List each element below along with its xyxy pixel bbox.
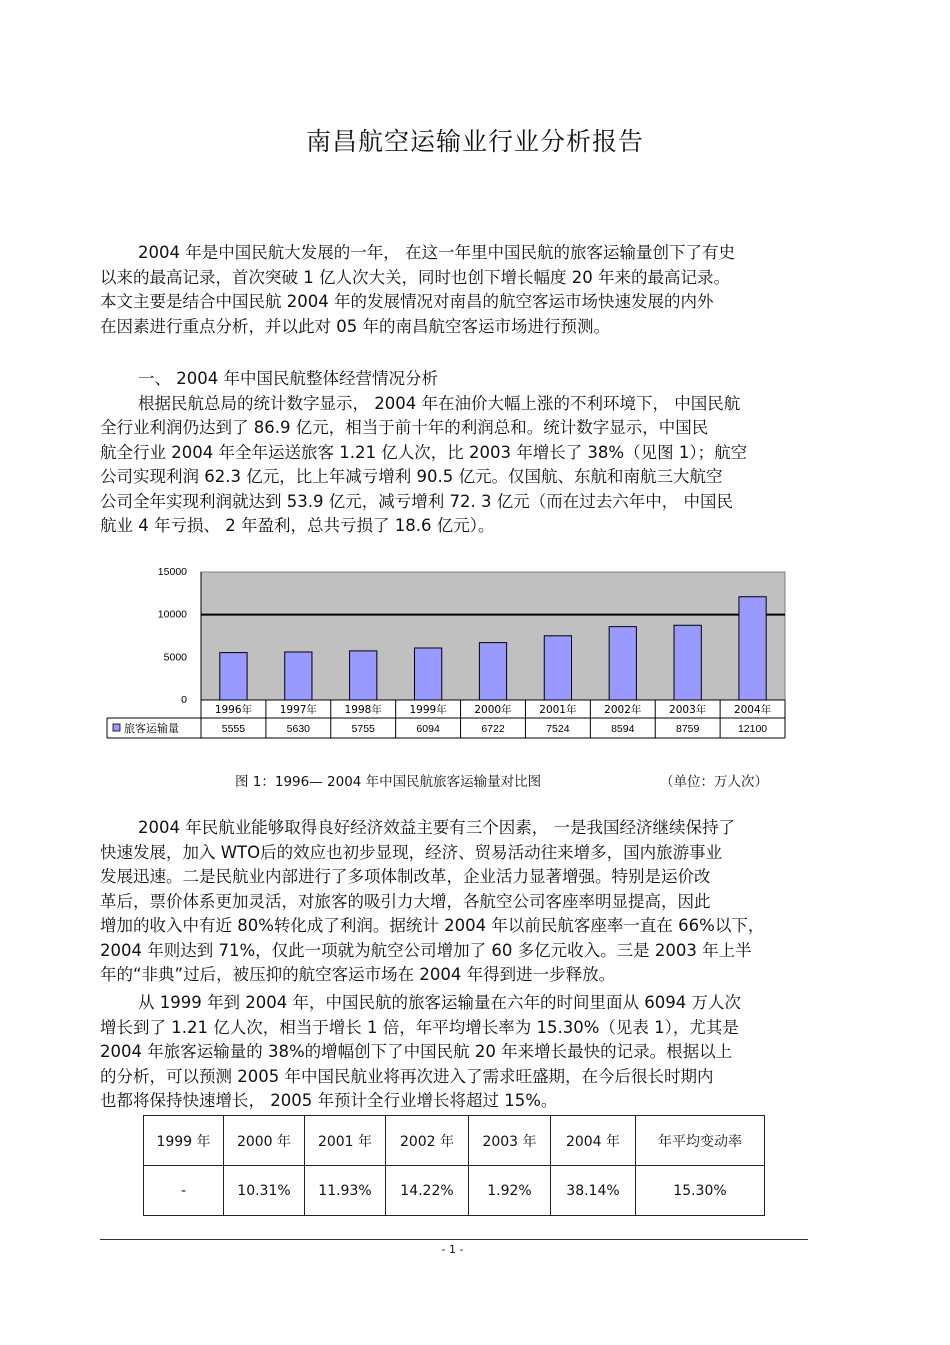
table-header-cell: 2003 年 — [469, 1116, 551, 1166]
table-header-row — [144, 1116, 765, 1166]
table-cell: - — [144, 1166, 224, 1216]
text-line: 公司实现利润 62.3 亿元，比上年减亏增利 90.5 亿元。仅国航、东航和南航三大航空 — [100, 467, 723, 486]
table-header-cell: 年平均变动率 — [636, 1116, 765, 1166]
y-tick-label: 5000 — [163, 651, 187, 664]
bar-2004年 — [739, 597, 766, 700]
text-line: 2004 年旅客运输量的 38%的增幅创下了中国民航 20 年来增长最快的记录。根据以上 — [100, 1042, 733, 1061]
table-header-cell: 2004 年 — [551, 1116, 636, 1166]
y-tick-label: 0 — [181, 694, 187, 706]
bar-1997年 — [285, 652, 312, 700]
passenger-volume-chart — [105, 560, 795, 750]
growth-rate-table — [143, 1115, 765, 1216]
x-tick-label: 1998年 — [344, 704, 382, 716]
y-tick-label: 10000 — [157, 608, 187, 621]
x-tick-label: 2001年 — [539, 704, 577, 716]
data-label: 7524 — [546, 723, 570, 735]
table-header-cell: 2000 年 — [224, 1116, 305, 1166]
page-number: - 1 - — [441, 1243, 464, 1256]
bar-1999年 — [414, 648, 441, 700]
legend-label: 旅客运输量 — [124, 722, 179, 735]
text-line: 2004 年是中国民航大发展的一年， 在这一年里中国民航的旅客运输量创下了有史 — [138, 243, 735, 262]
data-label: 5755 — [351, 723, 375, 735]
footer-rule — [100, 1239, 808, 1240]
x-tick-label: 2000年 — [474, 704, 512, 716]
y-tick-label: 15000 — [157, 566, 187, 578]
x-tick-label: 1999年 — [409, 704, 447, 716]
document-title: 南昌航空运输业行业分析报告 — [305, 127, 644, 156]
table-header-cell: 2001 年 — [305, 1116, 386, 1166]
bar-2002年 — [609, 627, 636, 700]
data-label: 8594 — [611, 723, 635, 735]
chart-data-table — [107, 700, 785, 738]
x-tick-label: 1997年 — [279, 704, 317, 716]
text-line: 发展迅速。二是民航业内部进行了多项体制改革，企业活力显著增强。特别是运价改 — [100, 867, 711, 886]
table-header-cell: 2002 年 — [386, 1116, 469, 1166]
data-label: 5630 — [286, 723, 311, 735]
x-tick-label: 2002年 — [604, 704, 642, 716]
data-label: 8759 — [675, 723, 700, 735]
text-line: 航全行业 2004 年全年运送旅客 1.21 亿人次，比 2003 年增长了 38%（见图 1）；航空 — [100, 442, 748, 462]
text-line: 快速发展，加入 WTO后的效应也初步显现，经济、贸易活动往来增多，国内旅游事业 — [100, 842, 723, 862]
text-line: 根据民航总局的统计数字显示， 2004 年在油价大幅上涨的不利环境下， 中国民航 — [138, 393, 741, 413]
chart-y-axis — [158, 566, 187, 706]
bar-1998年 — [350, 651, 377, 700]
bar-2003年 — [674, 625, 701, 700]
table-cell: 15.30% — [636, 1166, 765, 1216]
table-cell: 1.92% — [469, 1166, 551, 1216]
text-line: 全行业利润仍达到了 86.9 亿元，相当于前十年的利润总和。统计数字显示，中国民 — [100, 418, 709, 437]
x-tick-label: 2003年 — [669, 704, 707, 716]
figure-unit: （单位：万人次） — [660, 774, 768, 790]
text-line: 本文主要是结合中国民航 2004 年的发展情况对南昌的航空客运市场快速发展的内外 — [100, 292, 714, 311]
table-cell: 14.22% — [386, 1166, 469, 1216]
text-line: 革后，票价体系更加灵活，对旅客的吸引力大增，各航空公司客座率明显提高，因此 — [100, 891, 711, 911]
section-heading: 一、 2004 年中国民航整体经营情况分析 — [138, 369, 438, 388]
data-label: 5555 — [221, 723, 246, 735]
data-label: 6094 — [416, 723, 440, 735]
text-line: 公司全年实现利润就达到 53.9 亿元，减亏增利 72. 3 亿元（而在过去六年中， 中国民 — [100, 491, 733, 511]
text-line: 年的“非典”过后，被压抑的航空客运市场在 2004 年得到进一步释放。 — [100, 965, 616, 984]
table-cell: 10.31% — [224, 1166, 305, 1216]
table-cell: 11.93% — [305, 1166, 386, 1216]
text-line: 以来的最高记录，首次突破 1 亿人次大关，同时也创下增长幅度 20 年来的最高记录。 — [100, 267, 730, 287]
text-line: 2004 年则达到 71%，仅此一项就为航空公司增加了 60 多亿元收入。三是 2003 年上半 — [100, 940, 752, 960]
section-1 — [100, 367, 810, 539]
bar-1996年 — [220, 653, 247, 700]
text-line: 也都将保持快速增长， 2005 年预计全行业增长将超过 15%。 — [100, 1091, 558, 1110]
intro-paragraph — [100, 241, 810, 339]
text-line: 增长到了 1.21 亿人次，相当于增长 1 倍，年平均增长率为 15.30%（见表 1），尤其是 — [100, 1017, 739, 1037]
text-line: 从 1999 年到 2004 年，中国民航的旅客运输量在六年的时间里面从 6094 万人次 — [138, 993, 741, 1012]
text-line: 的分析，可以预测 2005 年中国民航业将再次进入了需求旺盛期，在今后很长时期内 — [100, 1066, 714, 1086]
text-line: 航业 4 年亏损、 2 年盈利，总共亏损了 18.6 亿元）。 — [100, 516, 495, 535]
text-line: 在因素进行重点分析，并以此对 05 年的南昌航空客运市场进行预测。 — [100, 316, 610, 336]
table-header-cell: 1999 年 — [144, 1116, 224, 1166]
bar-2000年 — [479, 643, 506, 700]
text-line: 2004 年民航业能够取得良好经济效益主要有三个因素， 一是我国经济继续保持了 — [138, 818, 735, 837]
figure-caption: 图 1：1996— 2004 年中国民航旅客运输量对比图 — [235, 774, 542, 790]
bar-2001年 — [544, 636, 571, 700]
text-line: 增加的收入中有近 80%转化成了利润。据统计 2004 年以前民航客座率一直在 66%以下， — [100, 916, 765, 935]
data-label: 6722 — [481, 723, 505, 735]
data-label: 12100 — [737, 723, 768, 735]
x-tick-label: 2004年 — [733, 704, 772, 716]
table-row — [144, 1166, 765, 1216]
x-tick-label: 1996年 — [214, 704, 253, 716]
table-cell: 38.14% — [551, 1166, 636, 1216]
section-3 — [100, 991, 810, 1114]
legend-swatch — [113, 724, 120, 731]
section-2 — [100, 816, 810, 988]
